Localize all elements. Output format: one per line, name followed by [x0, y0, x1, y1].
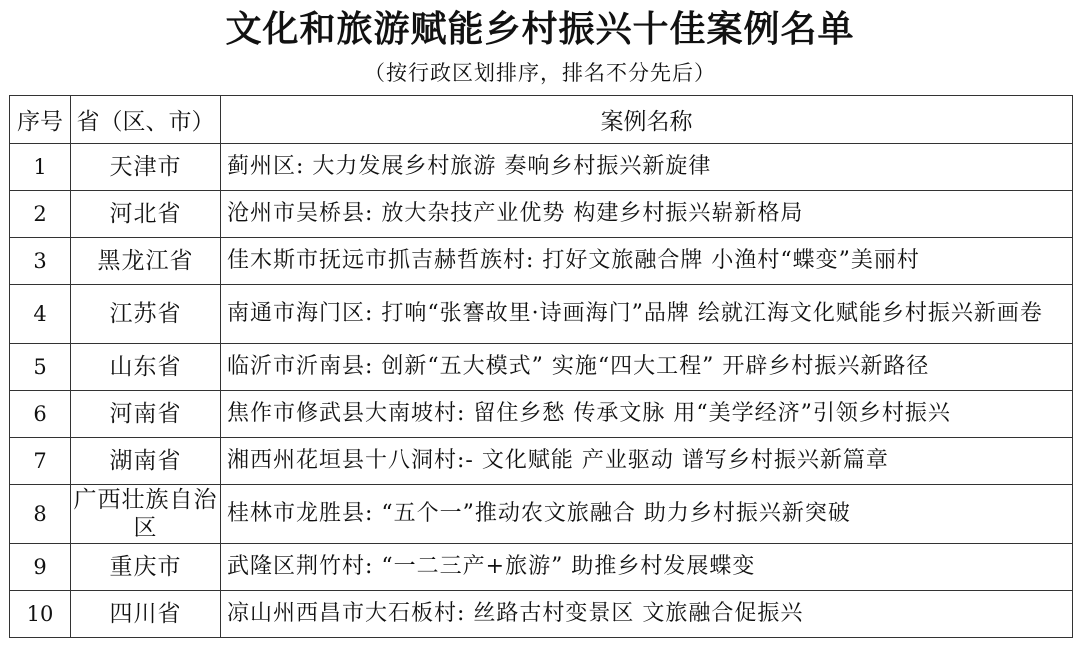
header-case-name: 案例名称: [221, 96, 1073, 144]
row-number: 8: [10, 485, 71, 544]
row-case-name: 蓟州区: 大力发展乡村旅游 奏响乡村振兴新旋律: [221, 144, 1073, 191]
row-province: 山东省: [71, 344, 221, 391]
table-row: [10, 191, 1073, 238]
document-title: 文化和旅游赋能乡村振兴十佳案例名单: [225, 9, 855, 50]
case-list-table: [9, 95, 1073, 638]
table-row: [10, 391, 1073, 438]
header-province: 省（区、市）: [71, 96, 221, 144]
row-case-name: 武隆区荆竹村: “一二三产+旅游” 助推乡村发展蝶变: [221, 544, 1073, 591]
table-row: [10, 344, 1073, 391]
table-row: [10, 285, 1073, 344]
row-case-name: 沧州市吴桥县: 放大杂技产业优势 构建乡村振兴崭新格局: [221, 191, 1073, 238]
row-case-name: 南通市海门区: 打响“张謇故里·诗画海门”品牌 绘就江海文化赋能乡村振兴新画卷: [221, 285, 1073, 344]
document-subtitle: （按行政区划排序，排名不分先后）: [364, 61, 716, 85]
table-row: [10, 591, 1073, 638]
row-number: 4: [10, 285, 71, 344]
row-number: 2: [10, 191, 71, 238]
row-number: 5: [10, 344, 71, 391]
table-row: [10, 544, 1073, 591]
row-province: 四川省: [71, 591, 221, 638]
row-number: 10: [10, 591, 71, 638]
row-case-name: 桂林市龙胜县: “五个一”推动农文旅融合 助力乡村振兴新突破: [221, 485, 1073, 544]
row-province: 广西壮族自治区: [71, 485, 221, 544]
row-case-name: 临沂市沂南县: 创新“五大模式” 实施“四大工程” 开辟乡村振兴新路径: [221, 344, 1073, 391]
row-number: 6: [10, 391, 71, 438]
table-row: [10, 238, 1073, 285]
row-number: 1: [10, 144, 71, 191]
table-header-row: [10, 96, 1073, 144]
row-province: 天津市: [71, 144, 221, 191]
row-province: 重庆市: [71, 544, 221, 591]
row-case-name: 凉山州西昌市大石板村: 丝路古村变景区 文旅融合促振兴: [221, 591, 1073, 638]
header-number: 序号: [10, 96, 71, 144]
row-province: 河南省: [71, 391, 221, 438]
table-row: [10, 438, 1073, 485]
row-province: 黑龙江省: [71, 238, 221, 285]
row-case-name: 焦作市修武县大南坡村: 留住乡愁 传承文脉 用“美学经济”引领乡村振兴: [221, 391, 1073, 438]
table-row: [10, 144, 1073, 191]
row-province: 江苏省: [71, 285, 221, 344]
row-number: 9: [10, 544, 71, 591]
row-case-name: 湘西州花垣县十八洞村:- 文化赋能 产业驱动 谱写乡村振兴新篇章: [221, 438, 1073, 485]
row-number: 3: [10, 238, 71, 285]
row-province: 河北省: [71, 191, 221, 238]
row-number: 7: [10, 438, 71, 485]
row-case-name: 佳木斯市抚远市抓吉赫哲族村: 打好文旅融合牌 小渔村“蝶变”美丽村: [221, 238, 1073, 285]
table-row: [10, 485, 1073, 544]
row-province: 湖南省: [71, 438, 221, 485]
